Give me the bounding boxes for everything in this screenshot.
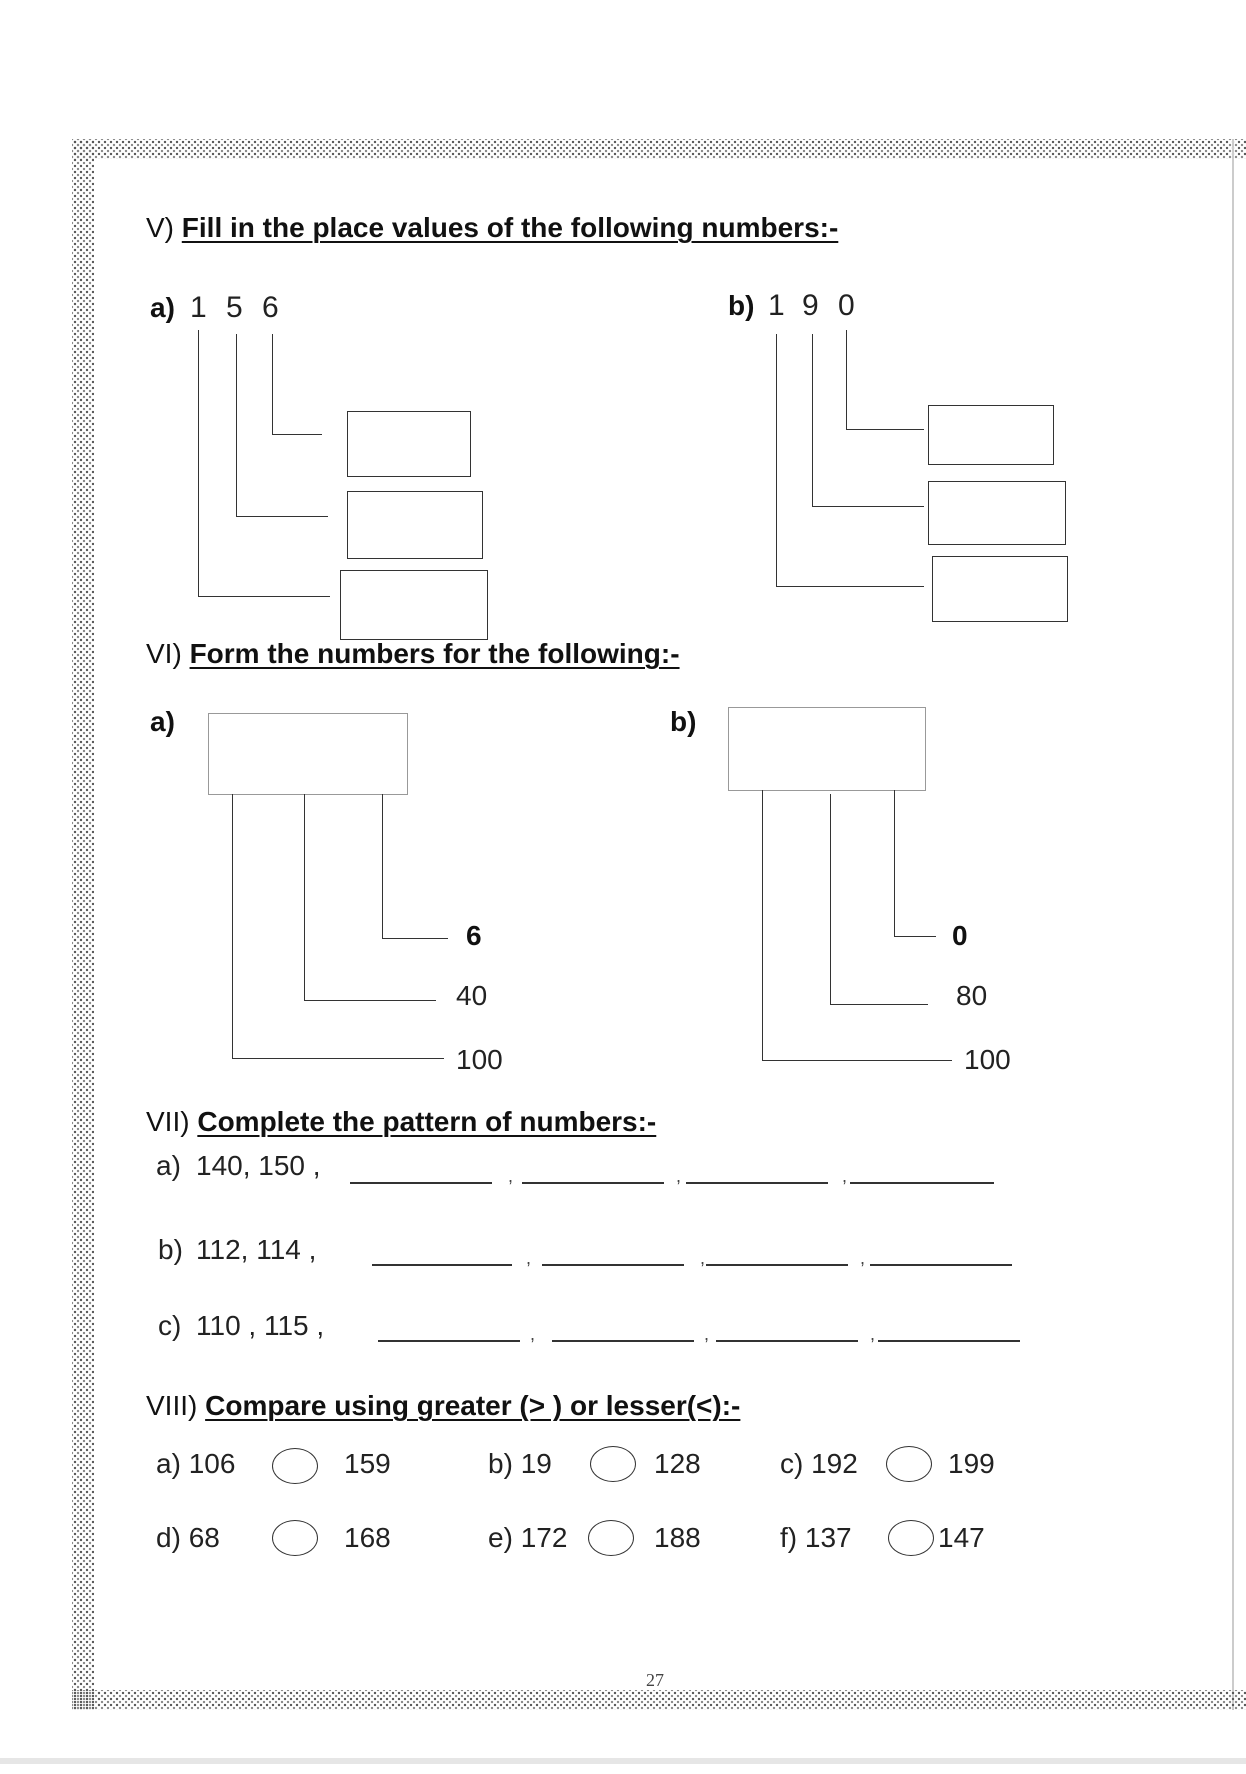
section-5-heading bbox=[146, 212, 838, 244]
section-7-heading bbox=[146, 1106, 656, 1138]
compare-label: b) bbox=[488, 1448, 513, 1479]
pattern-blank[interactable] bbox=[850, 1182, 994, 1184]
compare-left: 172 bbox=[520, 1522, 568, 1553]
connector-line bbox=[198, 330, 199, 596]
pattern-blank[interactable] bbox=[870, 1264, 1012, 1266]
compare-item-d bbox=[156, 1522, 220, 1554]
page-border-right bbox=[1232, 139, 1234, 1710]
decorative-border-left bbox=[72, 139, 94, 1710]
section-7-number: VII) bbox=[146, 1106, 190, 1137]
section-5-b-label: b) bbox=[728, 290, 755, 321]
connector-line bbox=[812, 334, 813, 506]
connector-line bbox=[846, 330, 847, 429]
section-8-title: Compare using greater (> ) or lesser(<):- bbox=[205, 1390, 741, 1421]
pattern-blank[interactable] bbox=[378, 1340, 520, 1342]
separator: , bbox=[700, 1248, 706, 1268]
section-5-title: Fill in the place values of the following numbers:- bbox=[181, 212, 839, 243]
tens-value: 80 bbox=[956, 980, 988, 1011]
compare-item-f bbox=[780, 1522, 852, 1554]
compare-item-e bbox=[488, 1522, 567, 1554]
pattern-blank[interactable] bbox=[706, 1264, 848, 1266]
compare-answer-oval[interactable] bbox=[886, 1446, 932, 1482]
separator: , bbox=[842, 1166, 848, 1186]
separator: , bbox=[704, 1324, 710, 1344]
pattern-blank[interactable] bbox=[542, 1264, 684, 1266]
pattern-row-c-start: 110 , 115 , bbox=[196, 1310, 325, 1341]
answer-box-tens[interactable] bbox=[928, 481, 1066, 545]
page-edge bbox=[0, 1758, 1246, 1764]
pattern-blank[interactable] bbox=[522, 1182, 664, 1184]
section-8-number: VIII) bbox=[146, 1390, 198, 1421]
connector-line bbox=[762, 1060, 952, 1061]
answer-box-number[interactable] bbox=[208, 713, 408, 795]
compare-answer-oval[interactable] bbox=[588, 1520, 634, 1556]
compare-item-b bbox=[488, 1448, 552, 1480]
compare-right: 159 bbox=[344, 1448, 391, 1479]
pattern-row-b-start: 112, 114 , bbox=[196, 1234, 317, 1265]
compare-label: a) bbox=[156, 1448, 181, 1479]
connector-line bbox=[198, 596, 330, 597]
separator: , bbox=[508, 1166, 514, 1186]
pattern-blank[interactable] bbox=[552, 1340, 694, 1342]
compare-left: 68 bbox=[188, 1522, 220, 1553]
separator: , bbox=[530, 1324, 536, 1344]
digit: 1 bbox=[190, 291, 207, 324]
decorative-border-top bbox=[72, 139, 1246, 159]
connector-line bbox=[776, 586, 924, 587]
connector-line bbox=[812, 506, 924, 507]
pattern-row-a-label: a) bbox=[156, 1150, 181, 1181]
pattern-blank[interactable] bbox=[686, 1182, 828, 1184]
connector-line bbox=[846, 429, 924, 430]
connector-line bbox=[776, 334, 777, 586]
digit: 1 bbox=[768, 289, 785, 322]
compare-answer-oval[interactable] bbox=[272, 1448, 318, 1484]
compare-label: c) bbox=[780, 1448, 804, 1479]
connector-line bbox=[304, 1000, 436, 1001]
separator: , bbox=[860, 1248, 866, 1268]
pattern-blank[interactable] bbox=[716, 1340, 858, 1342]
connector-line bbox=[894, 936, 936, 937]
connector-line bbox=[382, 794, 383, 938]
answer-box-ones[interactable] bbox=[928, 405, 1054, 465]
compare-answer-oval[interactable] bbox=[272, 1520, 318, 1556]
compare-label: f) bbox=[780, 1522, 798, 1553]
section-6-b-label: b) bbox=[670, 706, 697, 737]
digit: 0 bbox=[838, 289, 855, 322]
section-8-heading bbox=[146, 1390, 740, 1422]
section-7-title: Complete the pattern of numbers:- bbox=[197, 1106, 657, 1137]
compare-label: d) bbox=[156, 1522, 181, 1553]
compare-item-c bbox=[780, 1448, 858, 1480]
section-6-a-label: a) bbox=[150, 706, 175, 737]
section-6-title: Form the numbers for the following:- bbox=[189, 638, 680, 669]
pattern-row-c-label: c) bbox=[158, 1310, 182, 1341]
connector-line bbox=[232, 794, 233, 1058]
compare-right: 128 bbox=[654, 1448, 701, 1479]
compare-answer-oval[interactable] bbox=[888, 1520, 934, 1556]
compare-left: 19 bbox=[520, 1448, 552, 1479]
separator: , bbox=[870, 1324, 876, 1344]
section-5-number: V) bbox=[146, 212, 174, 243]
pattern-row-a-start: 140, 150 , bbox=[196, 1150, 321, 1181]
decorative-border-bottom bbox=[72, 1690, 1246, 1710]
digit: 6 bbox=[262, 291, 279, 324]
connector-line bbox=[236, 334, 237, 516]
separator: , bbox=[526, 1248, 532, 1268]
page-number: 27 bbox=[646, 1670, 664, 1690]
connector-line bbox=[272, 434, 322, 435]
ones-value: 6 bbox=[466, 920, 482, 951]
hundreds-value: 100 bbox=[456, 1044, 503, 1075]
compare-label: e) bbox=[488, 1522, 513, 1553]
connector-line bbox=[830, 1004, 928, 1005]
digit: 9 bbox=[802, 289, 819, 322]
tens-value: 40 bbox=[456, 980, 488, 1011]
answer-box-ones[interactable] bbox=[347, 411, 471, 477]
pattern-blank[interactable] bbox=[878, 1340, 1020, 1342]
compare-left: 137 bbox=[804, 1522, 852, 1553]
separator: , bbox=[676, 1166, 682, 1186]
answer-box-tens[interactable] bbox=[347, 491, 483, 559]
section-6-number: VI) bbox=[146, 638, 182, 669]
compare-left: 192 bbox=[811, 1448, 858, 1479]
compare-left: 106 bbox=[188, 1448, 236, 1479]
compare-right: 188 bbox=[654, 1522, 701, 1553]
connector-line bbox=[830, 794, 831, 1004]
answer-box-hundreds[interactable] bbox=[340, 570, 488, 640]
connector-line bbox=[382, 938, 448, 939]
compare-right: 147 bbox=[938, 1522, 985, 1553]
compare-answer-oval[interactable] bbox=[590, 1446, 636, 1482]
answer-box-number[interactable] bbox=[728, 707, 926, 791]
hundreds-value: 100 bbox=[964, 1044, 1011, 1075]
compare-right: 199 bbox=[948, 1448, 995, 1479]
section-5-a-label: a) bbox=[150, 292, 175, 323]
pattern-row-b-label: b) bbox=[158, 1234, 183, 1265]
connector-line bbox=[762, 790, 763, 1060]
pattern-blank[interactable] bbox=[350, 1182, 492, 1184]
section-6-heading bbox=[146, 638, 680, 670]
pattern-blank[interactable] bbox=[372, 1264, 512, 1266]
connector-line bbox=[232, 1058, 444, 1059]
compare-right: 168 bbox=[344, 1522, 391, 1553]
digit: 5 bbox=[226, 291, 243, 324]
connector-line bbox=[304, 794, 305, 1000]
connector-line bbox=[894, 790, 895, 936]
ones-value: 0 bbox=[952, 920, 968, 951]
answer-box-hundreds[interactable] bbox=[932, 556, 1068, 622]
compare-item-a bbox=[156, 1448, 235, 1480]
connector-line bbox=[236, 516, 328, 517]
connector-line bbox=[272, 334, 273, 434]
